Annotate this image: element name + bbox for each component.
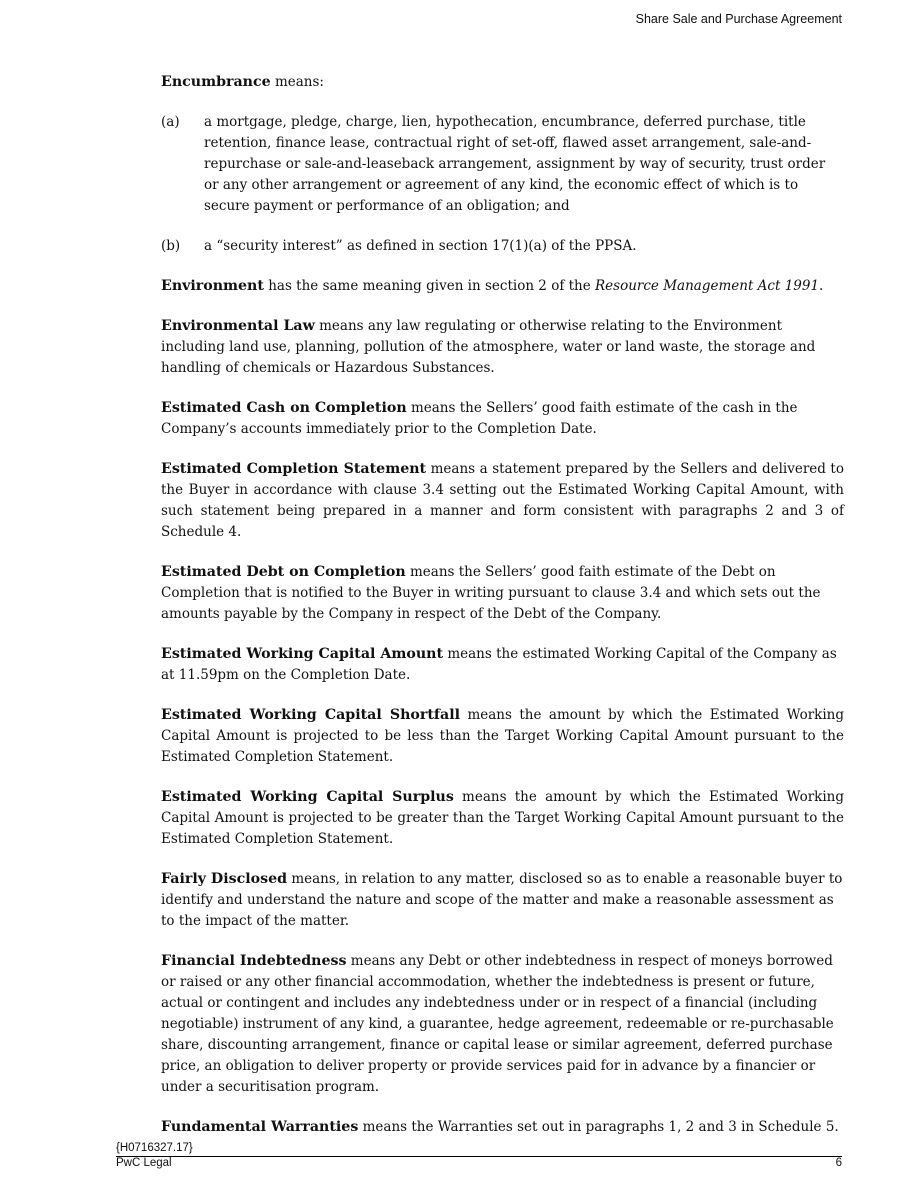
defined-term: Environment: [161, 278, 264, 294]
definition-estimated-working-capital-shortfall: [161, 705, 844, 768]
definition-encumbrance: [161, 72, 844, 93]
definition-estimated-cash-on-completion: [161, 398, 844, 440]
document-title: Share Sale and Purchase Agreement: [635, 12, 842, 26]
definition-text: means the Warranties set out in paragraphs 1, 2 and 3 in Schedule 5.: [358, 1119, 839, 1135]
definition-environment: [161, 276, 844, 297]
defined-term: Estimated Cash on Completion: [161, 400, 407, 416]
firm-name: PwC Legal: [116, 1157, 172, 1169]
defined-term: Estimated Completion Statement: [161, 461, 427, 477]
act-title: Resource Management Act 1991: [595, 278, 820, 294]
definition-estimated-working-capital-amount: [161, 644, 844, 686]
sub-clause-a: [161, 112, 844, 217]
defined-term: Financial Indebtedness: [161, 953, 347, 969]
definition-text: means the amount by which the Estimated Working Capital Amount is projected to be less than the Target Working Capital Amount pursuant to the Estimated Completion Statement.: [161, 707, 844, 765]
definition-text: means the Sellers’ good faith estimate of the cash in the Company’s accounts immediately prior to the Completion Date.: [161, 400, 798, 437]
defined-term: Estimated Working Capital Amount: [161, 646, 444, 662]
definition-financial-indebtedness: [161, 951, 844, 1098]
definition-text: means the amount by which the Estimated Working Capital Amount is projected to be greater than the Target Working Capital Amount pursuant to the Estimated Completion Statement.: [161, 789, 845, 847]
definition-fundamental-warranties: [161, 1117, 844, 1138]
document-reference: {H0716327.17}: [116, 1142, 193, 1154]
defined-term: Estimated Working Capital Surplus: [161, 789, 454, 805]
definition-text: means:: [270, 74, 324, 90]
page-footer: [116, 1142, 842, 1170]
sub-clause-text: a “security interest” as defined in section 17(1)(a) of the PPSA.: [204, 238, 637, 254]
definition-environmental-law: [161, 316, 844, 379]
sub-clause-label: (a): [161, 114, 180, 130]
definition-text: means a statement prepared by the Sellers and delivered to the Buyer in accordance with clause 3.4 setting out the Estimated Working Capital Amount, with such statement being prepared in a manner and form consistent with paragraphs 2 and 3 of Schedule 4.: [161, 461, 844, 540]
footer-row: [116, 1157, 842, 1170]
definition-estimated-completion-statement: [161, 459, 844, 543]
definition-text: means the Sellers’ good faith estimate of the Debt on Completion that is notified to the Buyer in writing pursuant to clause 3.4 and which sets out the amounts payable by the Company in respect of the Debt of the Company.: [161, 564, 821, 622]
defined-term: Encumbrance: [161, 74, 271, 90]
definition-estimated-working-capital-surplus: [161, 787, 844, 850]
definition-estimated-debt-on-completion: [161, 562, 844, 625]
defined-term: Environmental Law: [161, 318, 315, 334]
definition-text: means, in relation to any matter, disclosed so as to enable a reasonable buyer to identify and understand the nature and scope of the matter and make a reasonable assessment as to the impact of the matter.: [161, 871, 843, 929]
running-header: [636, 12, 842, 26]
defined-term: Estimated Working Capital Shortfall: [161, 707, 460, 723]
sub-clause-label: (b): [161, 238, 181, 254]
definition-text: means any Debt or other indebtedness in respect of moneys borrowed or raised or any other financial accommodation, whether the indebtedness is present or future, actual or contingent and includes any indebtedness under or in respect of a financial (including negotiable) instrument of any kind, a guarantee, hedge agreement, redeemable or re-purchasable share, discounting arrangement, finance or capital lease or similar agreement, deferred purchase price, an obligation to deliver property or provide services paid for in advance by a financier or under a securitisation program.: [161, 953, 834, 1095]
page-number: 6: [835, 1157, 842, 1169]
definition-fairly-disclosed: [161, 869, 844, 932]
definition-text: has the same meaning given in section 2 of the: [263, 278, 596, 294]
defined-term: Fundamental Warranties: [161, 1119, 359, 1135]
defined-term: Estimated Debt on Completion: [161, 564, 406, 580]
sub-clause-text: a mortgage, pledge, charge, lien, hypothecation, encumbrance, deferred purchase, title retention, finance lease, contractual right of set-off, flawed asset arrangement, sale-and-repurchase or sale-and-leaseback arrangement, assignment by way of security, trust order or any other arrangement or agreement of any kind, the economic effect of which is to secure payment or performance of an obligation; and: [204, 114, 826, 214]
definition-text: means any law regulating or otherwise relating to the Environment including land use, planning, pollution of the atmosphere, water or land waste, the storage and handling of chemicals or Hazardous Substances.: [161, 318, 816, 376]
definition-end: .: [819, 278, 824, 294]
defined-term: Fairly Disclosed: [161, 871, 288, 887]
definition-text: means the estimated Working Capital of the Company as at 11.59pm on the Completion Date.: [161, 646, 837, 683]
definitions-body: [161, 72, 844, 1157]
sub-clause-b: [161, 236, 844, 257]
